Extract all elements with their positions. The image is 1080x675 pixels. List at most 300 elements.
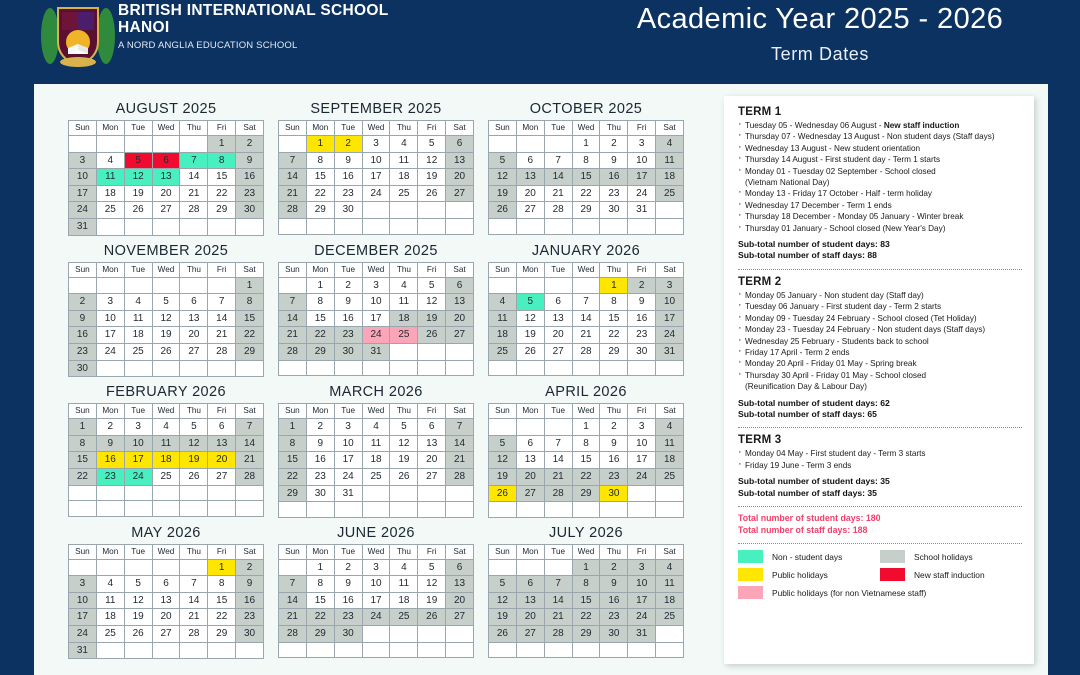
day-cell[interactable]: 15 <box>236 310 264 327</box>
day-cell[interactable]: 17 <box>334 452 362 469</box>
day-cell[interactable]: 4 <box>656 559 684 576</box>
day-cell[interactable]: 5 <box>489 576 517 593</box>
day-cell[interactable]: 18 <box>96 609 124 626</box>
day-cell[interactable]: 30 <box>306 485 334 502</box>
day-cell[interactable]: 21 <box>572 327 600 344</box>
day-cell[interactable]: 3 <box>656 277 684 294</box>
day-cell[interactable]: 8 <box>306 152 334 169</box>
day-cell[interactable]: 26 <box>124 626 152 643</box>
day-cell[interactable]: 7 <box>279 576 307 593</box>
day-cell[interactable]: 25 <box>152 468 180 485</box>
day-cell[interactable]: 15 <box>279 452 307 469</box>
day-cell[interactable]: 15 <box>208 592 236 609</box>
day-cell[interactable]: 14 <box>208 310 236 327</box>
day-cell[interactable]: 22 <box>306 327 334 344</box>
day-cell[interactable]: 30 <box>69 360 97 377</box>
day-cell[interactable]: 27 <box>180 343 208 360</box>
day-cell[interactable]: 25 <box>390 327 418 344</box>
day-cell[interactable]: 12 <box>152 310 180 327</box>
day-cell[interactable]: 13 <box>446 152 474 169</box>
day-cell[interactable]: 8 <box>306 294 334 311</box>
day-cell[interactable]: 14 <box>279 169 307 186</box>
day-cell[interactable]: 17 <box>362 592 390 609</box>
day-cell[interactable]: 16 <box>236 169 264 186</box>
day-cell[interactable]: 16 <box>600 452 628 469</box>
day-cell[interactable]: 28 <box>208 343 236 360</box>
day-cell[interactable]: 5 <box>418 277 446 294</box>
day-cell[interactable]: 9 <box>600 435 628 452</box>
day-cell[interactable]: 9 <box>334 152 362 169</box>
day-cell[interactable]: 16 <box>600 592 628 609</box>
day-cell[interactable]: 26 <box>152 343 180 360</box>
day-cell[interactable]: 18 <box>656 169 684 186</box>
day-cell[interactable]: 16 <box>600 169 628 186</box>
day-cell[interactable]: 27 <box>418 468 446 485</box>
day-cell[interactable]: 10 <box>362 152 390 169</box>
day-cell[interactable]: 19 <box>180 452 208 469</box>
day-cell[interactable]: 3 <box>69 576 97 593</box>
day-cell[interactable]: 6 <box>152 152 180 169</box>
day-cell[interactable]: 31 <box>362 343 390 360</box>
day-cell[interactable]: 30 <box>236 626 264 643</box>
day-cell[interactable]: 15 <box>306 310 334 327</box>
day-cell[interactable]: 18 <box>152 452 180 469</box>
day-cell[interactable]: 2 <box>600 559 628 576</box>
day-cell[interactable]: 10 <box>362 576 390 593</box>
day-cell[interactable]: 19 <box>390 452 418 469</box>
day-cell[interactable]: 3 <box>69 152 97 169</box>
day-cell[interactable]: 7 <box>279 294 307 311</box>
day-cell[interactable]: 19 <box>152 327 180 344</box>
day-cell[interactable]: 21 <box>544 468 572 485</box>
day-cell[interactable]: 22 <box>306 609 334 626</box>
day-cell[interactable]: 19 <box>489 468 517 485</box>
day-cell[interactable]: 12 <box>418 294 446 311</box>
day-cell[interactable]: 20 <box>446 592 474 609</box>
day-cell[interactable]: 15 <box>572 592 600 609</box>
day-cell[interactable]: 16 <box>69 327 97 344</box>
day-cell[interactable]: 8 <box>572 435 600 452</box>
day-cell[interactable]: 20 <box>446 310 474 327</box>
day-cell[interactable]: 18 <box>96 185 124 202</box>
day-cell[interactable]: 4 <box>96 152 124 169</box>
day-cell[interactable]: 13 <box>180 310 208 327</box>
day-cell[interactable]: 9 <box>628 294 656 311</box>
day-cell[interactable]: 22 <box>208 609 236 626</box>
day-cell[interactable]: 16 <box>306 452 334 469</box>
day-cell[interactable]: 15 <box>572 452 600 469</box>
day-cell[interactable]: 9 <box>306 435 334 452</box>
day-cell[interactable]: 11 <box>96 169 124 186</box>
day-cell[interactable]: 18 <box>656 592 684 609</box>
day-cell[interactable]: 3 <box>124 419 152 436</box>
day-cell[interactable]: 14 <box>544 452 572 469</box>
day-cell[interactable]: 6 <box>446 136 474 153</box>
day-cell[interactable]: 8 <box>69 435 97 452</box>
day-cell[interactable]: 15 <box>69 452 97 469</box>
day-cell[interactable]: 12 <box>390 435 418 452</box>
day-cell[interactable]: 23 <box>334 327 362 344</box>
day-cell[interactable]: 18 <box>489 327 517 344</box>
day-cell[interactable]: 17 <box>69 185 97 202</box>
day-cell[interactable]: 21 <box>279 609 307 626</box>
day-cell[interactable]: 25 <box>656 468 684 485</box>
day-cell[interactable]: 11 <box>656 576 684 593</box>
day-cell[interactable]: 28 <box>180 626 208 643</box>
day-cell[interactable]: 29 <box>306 343 334 360</box>
day-cell[interactable]: 10 <box>628 435 656 452</box>
day-cell[interactable]: 26 <box>390 468 418 485</box>
day-cell[interactable]: 21 <box>544 185 572 202</box>
day-cell[interactable]: 16 <box>334 592 362 609</box>
day-cell[interactable]: 23 <box>306 468 334 485</box>
day-cell[interactable]: 11 <box>489 310 517 327</box>
day-cell[interactable]: 31 <box>69 218 97 235</box>
day-cell[interactable]: 31 <box>69 642 97 659</box>
day-cell[interactable]: 11 <box>656 152 684 169</box>
day-cell[interactable]: 1 <box>236 277 264 294</box>
day-cell[interactable]: 6 <box>446 277 474 294</box>
day-cell[interactable]: 22 <box>236 327 264 344</box>
day-cell[interactable]: 10 <box>69 592 97 609</box>
day-cell[interactable]: 18 <box>390 169 418 186</box>
day-cell[interactable]: 6 <box>418 419 446 436</box>
day-cell[interactable]: 17 <box>656 310 684 327</box>
day-cell[interactable]: 3 <box>362 559 390 576</box>
day-cell[interactable]: 4 <box>489 294 517 311</box>
day-cell[interactable]: 15 <box>600 310 628 327</box>
day-cell[interactable]: 7 <box>572 294 600 311</box>
day-cell[interactable]: 12 <box>489 169 517 186</box>
day-cell[interactable]: 8 <box>208 576 236 593</box>
day-cell[interactable]: 29 <box>572 626 600 643</box>
day-cell[interactable]: 30 <box>628 343 656 360</box>
day-cell[interactable]: 1 <box>572 419 600 436</box>
day-cell[interactable]: 28 <box>572 343 600 360</box>
day-cell[interactable]: 9 <box>236 576 264 593</box>
day-cell[interactable]: 26 <box>180 468 208 485</box>
day-cell[interactable]: 12 <box>489 592 517 609</box>
day-cell[interactable]: 25 <box>96 626 124 643</box>
day-cell[interactable]: 1 <box>306 277 334 294</box>
day-cell[interactable]: 26 <box>124 202 152 219</box>
day-cell[interactable]: 1 <box>208 559 236 576</box>
day-cell[interactable]: 18 <box>390 592 418 609</box>
day-cell[interactable]: 4 <box>656 136 684 153</box>
day-cell[interactable]: 1 <box>306 559 334 576</box>
day-cell[interactable]: 28 <box>544 485 572 502</box>
day-cell[interactable]: 27 <box>446 185 474 202</box>
day-cell[interactable]: 24 <box>334 468 362 485</box>
day-cell[interactable]: 1 <box>600 277 628 294</box>
day-cell[interactable]: 23 <box>69 343 97 360</box>
day-cell[interactable]: 19 <box>124 609 152 626</box>
day-cell[interactable]: 20 <box>516 185 544 202</box>
day-cell[interactable]: 12 <box>124 592 152 609</box>
day-cell[interactable]: 17 <box>362 310 390 327</box>
day-cell[interactable]: 4 <box>390 277 418 294</box>
day-cell[interactable]: 13 <box>544 310 572 327</box>
day-cell[interactable]: 14 <box>572 310 600 327</box>
day-cell[interactable]: 17 <box>628 169 656 186</box>
day-cell[interactable]: 27 <box>544 343 572 360</box>
day-cell[interactable]: 5 <box>418 559 446 576</box>
day-cell[interactable]: 24 <box>628 468 656 485</box>
day-cell[interactable]: 25 <box>124 343 152 360</box>
day-cell[interactable]: 29 <box>306 626 334 643</box>
day-cell[interactable]: 14 <box>279 592 307 609</box>
day-cell[interactable]: 23 <box>600 468 628 485</box>
day-cell[interactable]: 10 <box>362 294 390 311</box>
day-cell[interactable]: 24 <box>628 609 656 626</box>
day-cell[interactable]: 30 <box>236 202 264 219</box>
day-cell[interactable]: 16 <box>628 310 656 327</box>
day-cell[interactable]: 5 <box>124 576 152 593</box>
day-cell[interactable]: 24 <box>362 185 390 202</box>
day-cell[interactable]: 6 <box>180 294 208 311</box>
day-cell[interactable]: 23 <box>236 609 264 626</box>
day-cell[interactable]: 18 <box>656 452 684 469</box>
day-cell[interactable]: 16 <box>96 452 124 469</box>
day-cell[interactable]: 24 <box>69 202 97 219</box>
day-cell[interactable]: 11 <box>362 435 390 452</box>
day-cell[interactable]: 12 <box>180 435 208 452</box>
day-cell[interactable]: 27 <box>152 626 180 643</box>
day-cell[interactable]: 28 <box>180 202 208 219</box>
day-cell[interactable]: 27 <box>152 202 180 219</box>
day-cell[interactable]: 21 <box>279 327 307 344</box>
day-cell[interactable]: 30 <box>600 485 628 502</box>
day-cell[interactable]: 23 <box>334 185 362 202</box>
day-cell[interactable]: 5 <box>516 294 544 311</box>
day-cell[interactable]: 21 <box>279 185 307 202</box>
day-cell[interactable]: 2 <box>96 419 124 436</box>
day-cell[interactable]: 24 <box>96 343 124 360</box>
day-cell[interactable]: 26 <box>489 202 517 219</box>
day-cell[interactable]: 19 <box>489 185 517 202</box>
day-cell[interactable]: 7 <box>544 435 572 452</box>
day-cell[interactable]: 20 <box>152 609 180 626</box>
day-cell[interactable]: 29 <box>306 202 334 219</box>
day-cell[interactable]: 6 <box>152 576 180 593</box>
day-cell[interactable]: 2 <box>334 559 362 576</box>
day-cell[interactable]: 21 <box>180 609 208 626</box>
day-cell[interactable]: 13 <box>446 294 474 311</box>
day-cell[interactable]: 4 <box>124 294 152 311</box>
day-cell[interactable]: 4 <box>96 576 124 593</box>
day-cell[interactable]: 13 <box>516 169 544 186</box>
day-cell[interactable]: 23 <box>600 609 628 626</box>
day-cell[interactable]: 2 <box>306 419 334 436</box>
day-cell[interactable]: 27 <box>516 202 544 219</box>
day-cell[interactable]: 29 <box>236 343 264 360</box>
day-cell[interactable]: 11 <box>152 435 180 452</box>
day-cell[interactable]: 5 <box>489 152 517 169</box>
day-cell[interactable]: 11 <box>390 152 418 169</box>
day-cell[interactable]: 25 <box>362 468 390 485</box>
day-cell[interactable]: 4 <box>390 136 418 153</box>
day-cell[interactable]: 13 <box>418 435 446 452</box>
day-cell[interactable]: 29 <box>572 485 600 502</box>
day-cell[interactable]: 22 <box>572 609 600 626</box>
day-cell[interactable]: 14 <box>544 592 572 609</box>
day-cell[interactable]: 15 <box>306 592 334 609</box>
day-cell[interactable]: 10 <box>69 169 97 186</box>
day-cell[interactable]: 5 <box>124 152 152 169</box>
day-cell[interactable]: 29 <box>208 626 236 643</box>
day-cell[interactable]: 1 <box>279 419 307 436</box>
day-cell[interactable]: 17 <box>628 592 656 609</box>
day-cell[interactable]: 9 <box>334 576 362 593</box>
day-cell[interactable]: 5 <box>489 435 517 452</box>
day-cell[interactable]: 24 <box>124 468 152 485</box>
day-cell[interactable]: 8 <box>208 152 236 169</box>
day-cell[interactable]: 26 <box>489 626 517 643</box>
day-cell[interactable]: 12 <box>489 452 517 469</box>
day-cell[interactable]: 1 <box>69 419 97 436</box>
day-cell[interactable]: 19 <box>418 310 446 327</box>
day-cell[interactable]: 13 <box>516 452 544 469</box>
day-cell[interactable]: 2 <box>600 419 628 436</box>
day-cell[interactable]: 9 <box>334 294 362 311</box>
day-cell[interactable]: 1 <box>208 136 236 153</box>
day-cell[interactable]: 6 <box>516 576 544 593</box>
day-cell[interactable]: 8 <box>572 576 600 593</box>
day-cell[interactable]: 30 <box>334 202 362 219</box>
day-cell[interactable]: 5 <box>180 419 208 436</box>
day-cell[interactable]: 9 <box>236 152 264 169</box>
day-cell[interactable]: 6 <box>208 419 236 436</box>
day-cell[interactable]: 8 <box>236 294 264 311</box>
day-cell[interactable]: 28 <box>544 626 572 643</box>
day-cell[interactable]: 14 <box>446 435 474 452</box>
day-cell[interactable]: 2 <box>334 277 362 294</box>
day-cell[interactable]: 14 <box>279 310 307 327</box>
day-cell[interactable]: 7 <box>446 419 474 436</box>
day-cell[interactable]: 31 <box>656 343 684 360</box>
day-cell[interactable]: 26 <box>418 327 446 344</box>
day-cell[interactable]: 30 <box>334 626 362 643</box>
day-cell[interactable]: 24 <box>656 327 684 344</box>
day-cell[interactable]: 27 <box>446 609 474 626</box>
day-cell[interactable]: 19 <box>516 327 544 344</box>
day-cell[interactable]: 4 <box>362 419 390 436</box>
day-cell[interactable]: 20 <box>446 169 474 186</box>
day-cell[interactable]: 22 <box>600 327 628 344</box>
day-cell[interactable]: 19 <box>124 185 152 202</box>
day-cell[interactable]: 22 <box>572 185 600 202</box>
day-cell[interactable]: 7 <box>180 152 208 169</box>
day-cell[interactable]: 26 <box>418 185 446 202</box>
day-cell[interactable]: 21 <box>208 327 236 344</box>
day-cell[interactable]: 27 <box>208 468 236 485</box>
day-cell[interactable]: 15 <box>572 169 600 186</box>
day-cell[interactable]: 21 <box>236 452 264 469</box>
day-cell[interactable]: 3 <box>628 419 656 436</box>
day-cell[interactable]: 23 <box>96 468 124 485</box>
day-cell[interactable]: 20 <box>152 185 180 202</box>
day-cell[interactable]: 17 <box>124 452 152 469</box>
day-cell[interactable]: 11 <box>124 310 152 327</box>
day-cell[interactable]: 27 <box>516 485 544 502</box>
day-cell[interactable]: 20 <box>516 468 544 485</box>
day-cell[interactable]: 28 <box>279 343 307 360</box>
day-cell[interactable]: 12 <box>418 152 446 169</box>
day-cell[interactable]: 22 <box>208 185 236 202</box>
day-cell[interactable]: 23 <box>628 327 656 344</box>
day-cell[interactable]: 29 <box>600 343 628 360</box>
day-cell[interactable]: 30 <box>600 202 628 219</box>
day-cell[interactable]: 6 <box>516 152 544 169</box>
day-cell[interactable]: 26 <box>418 609 446 626</box>
day-cell[interactable]: 13 <box>516 592 544 609</box>
day-cell[interactable]: 5 <box>418 136 446 153</box>
day-cell[interactable]: 6 <box>446 559 474 576</box>
day-cell[interactable]: 2 <box>236 136 264 153</box>
day-cell[interactable]: 6 <box>544 294 572 311</box>
day-cell[interactable]: 9 <box>69 310 97 327</box>
day-cell[interactable]: 3 <box>96 294 124 311</box>
day-cell[interactable]: 13 <box>152 169 180 186</box>
day-cell[interactable]: 2 <box>334 136 362 153</box>
day-cell[interactable]: 12 <box>516 310 544 327</box>
day-cell[interactable]: 18 <box>124 327 152 344</box>
day-cell[interactable]: 7 <box>180 576 208 593</box>
day-cell[interactable]: 4 <box>390 559 418 576</box>
day-cell[interactable]: 23 <box>600 185 628 202</box>
day-cell[interactable]: 2 <box>628 277 656 294</box>
day-cell[interactable]: 16 <box>334 169 362 186</box>
day-cell[interactable]: 3 <box>334 419 362 436</box>
day-cell[interactable]: 20 <box>418 452 446 469</box>
day-cell[interactable]: 29 <box>279 485 307 502</box>
day-cell[interactable]: 23 <box>236 185 264 202</box>
day-cell[interactable]: 26 <box>489 485 517 502</box>
day-cell[interactable]: 23 <box>334 609 362 626</box>
day-cell[interactable]: 30 <box>334 343 362 360</box>
day-cell[interactable]: 20 <box>208 452 236 469</box>
day-cell[interactable]: 6 <box>516 435 544 452</box>
day-cell[interactable]: 21 <box>180 185 208 202</box>
day-cell[interactable]: 22 <box>306 185 334 202</box>
day-cell[interactable]: 2 <box>69 294 97 311</box>
day-cell[interactable]: 27 <box>446 327 474 344</box>
day-cell[interactable]: 5 <box>390 419 418 436</box>
day-cell[interactable]: 4 <box>656 419 684 436</box>
day-cell[interactable]: 12 <box>418 576 446 593</box>
day-cell[interactable]: 10 <box>628 576 656 593</box>
day-cell[interactable]: 29 <box>572 202 600 219</box>
day-cell[interactable]: 19 <box>489 609 517 626</box>
day-cell[interactable]: 21 <box>544 609 572 626</box>
day-cell[interactable]: 16 <box>236 592 264 609</box>
day-cell[interactable]: 11 <box>390 576 418 593</box>
day-cell[interactable]: 12 <box>124 169 152 186</box>
day-cell[interactable]: 31 <box>628 202 656 219</box>
day-cell[interactable]: 25 <box>96 202 124 219</box>
day-cell[interactable]: 10 <box>334 435 362 452</box>
day-cell[interactable]: 3 <box>362 136 390 153</box>
day-cell[interactable]: 2 <box>600 136 628 153</box>
day-cell[interactable]: 11 <box>656 435 684 452</box>
day-cell[interactable]: 28 <box>236 468 264 485</box>
day-cell[interactable]: 28 <box>544 202 572 219</box>
day-cell[interactable]: 30 <box>600 626 628 643</box>
day-cell[interactable]: 18 <box>362 452 390 469</box>
day-cell[interactable]: 17 <box>96 327 124 344</box>
day-cell[interactable]: 25 <box>390 185 418 202</box>
day-cell[interactable]: 25 <box>656 609 684 626</box>
